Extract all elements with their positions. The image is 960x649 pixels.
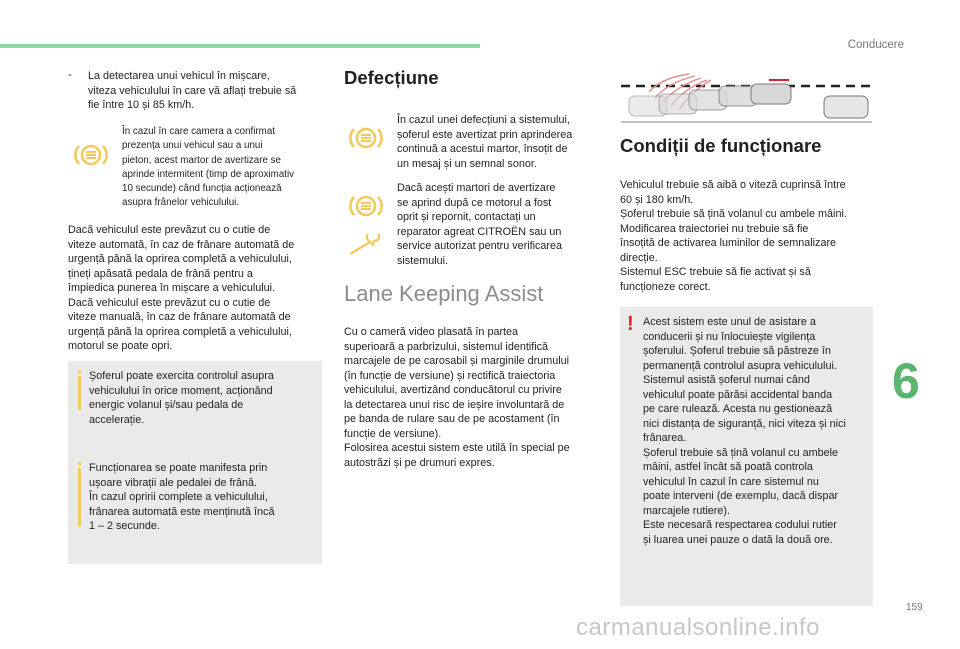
wrench-icon xyxy=(346,234,386,258)
page-number: 159 xyxy=(906,602,923,613)
info-note-control: Șoferul poate exercita controlul asupra vehiculului în orice moment, acționând energic volanul și/sau pedala de accelerație. xyxy=(89,370,274,426)
fault-heading: Defecțiune xyxy=(344,67,439,88)
brake-assist-warning-icon xyxy=(72,140,110,170)
info-note-vibration: Funcționarea se poate manifesta prin ușoare vibrații ale pedalei de frână. În cazul opririi complete a vehiculului, frânarea automată este menținută încă 1 – 2 secunde. xyxy=(89,462,275,532)
brake-assist-warning-icon xyxy=(347,191,385,221)
brake-assist-warning-icon xyxy=(347,123,385,153)
warning-light-note: În cazul în care camera a confirmat prezența unui vehicul sau a unui pieton, acest martor de avertizare se aprinde intermitent (timp de aproximativ 10 secunde) când funcția acționează asupra frânelor vehiculului. xyxy=(122,126,295,209)
lka-heading: Lane Keeping Assist xyxy=(344,281,544,306)
info-icon xyxy=(78,462,81,465)
lka-description: Cu o cameră video plasată în partea superioară a parbrizului, sistemul identifică marcajele de pe carosabil și marginile drumului (în funcție de versiune) și rectifică traiectoria vehiculului, avertizând conducătorul cu privire la detectarea unui risc de ieșire involuntară de pe banda de rulare sau de pe acostament (în funcție de versiune). Folosirea acestui sistem este utilă în special pe autostrăzi și pe drumuri expres. xyxy=(344,326,570,469)
lane-departure-illustration xyxy=(619,72,874,132)
info-icon xyxy=(78,376,81,410)
warning-text: Acest sistem este unul de asistare a conducerii și nu înlocuiește vigilența șoferului. Șoferul trebuie să păstreze în permanență controlul asupra vehiculului. Sistemul asistă șoferul numai când vehiculul poate părăsi accidental banda pe care rulează. Acesta nu gestionează nici distanța de siguranță, nici viteza și nici frânarea. Șoferul trebuie să țină volanul cu ambele mâini, astfel încât să poată controla vehiculul în cazul în care sistemul nu poate interveni (de exemplu, dacă dispar marcajele rutiere). Este necesară respectarea codului rutier și luarea unei pauze o dată la două ore. xyxy=(643,316,846,546)
fault-text-2: Dacă acești martori de avertizare se aprind după ce motorul a fost oprit și repornit, contactați un reparator agreat CITROËN sau un service autorizat pentru verificarea sistemului. xyxy=(397,182,563,267)
warning-exclamation-icon: ! xyxy=(627,313,634,335)
dash-item-text: La detectarea unui vehicul în mișcare, viteza vehiculului în care vă aflați trebuie să fie între 10 și 85 km/h. xyxy=(88,70,297,111)
conditions-heading: Condiții de funcționare xyxy=(620,135,822,156)
gearbox-paragraph: Dacă vehiculul este prevăzut cu o cutie de viteze automată, în caz de frânare automată de urgență până la oprirea completă a vehiculului, țineți apăsată pedala de frână pentru a împiedica punerea în mișcare a vehiculului. Dacă vehiculul este prevăzut cu o cutie de viteze manuală, în caz de frânare automată de urgență până la oprirea completă a vehiculului, motorul se poate opri. xyxy=(68,224,295,352)
fault-text-1: În cazul unei defecțiuni a sistemului, șoferul este avertizat prin aprinderea continuă a acestui martor, însoțit de un mesaj și un semnal sonor. xyxy=(397,114,573,170)
info-icon xyxy=(78,370,81,373)
conditions-paragraph: Vehiculul trebuie să aibă o viteză cuprinsă între 60 și 180 km/h. Șoferul trebuie să țină volanul cu ambele mâini. Modificarea traiectoriei nu trebuie să fie însoțită de activarea luminilor de semnalizare direcție. Sistemul ESC trebuie să fie activat și să funcționeze corect. xyxy=(620,179,847,293)
chapter-number: 6 xyxy=(892,353,920,409)
dash-marker: - xyxy=(68,69,72,81)
info-icon xyxy=(78,468,81,526)
section-title: Conducere xyxy=(847,39,904,51)
watermark: carmanualsonline.info xyxy=(576,614,820,641)
header-accent-bar xyxy=(0,44,480,48)
